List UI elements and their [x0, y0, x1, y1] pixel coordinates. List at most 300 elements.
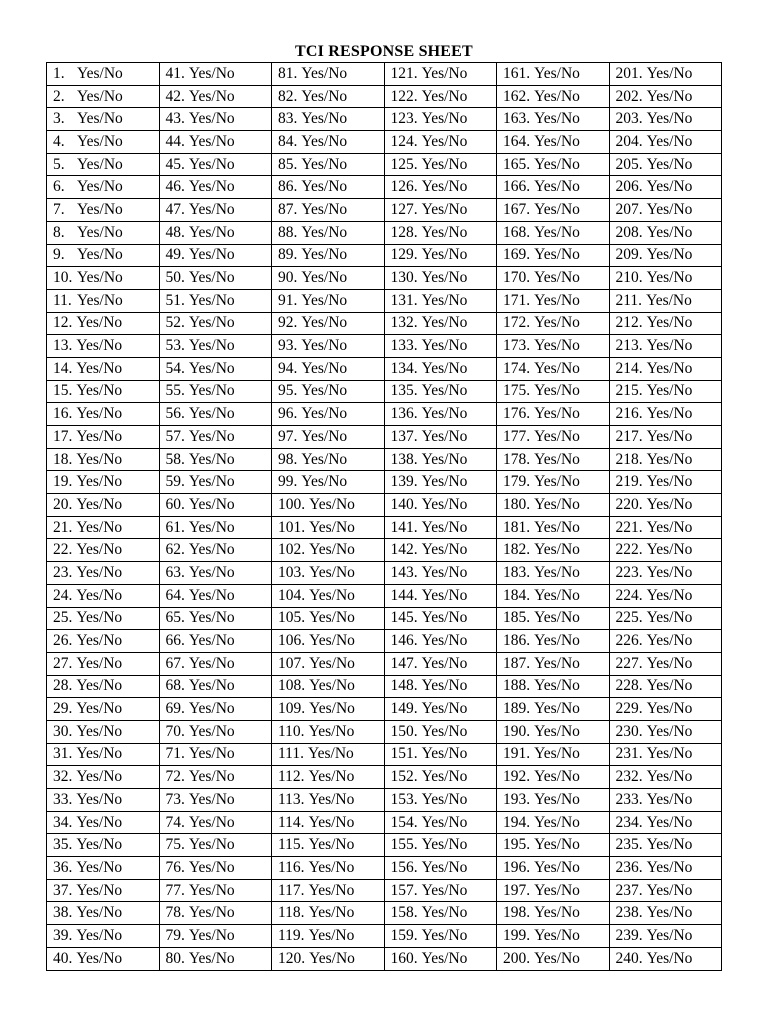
- response-item-88[interactable]: [272, 221, 385, 244]
- answer-option[interactable]: Yes/No: [301, 155, 348, 173]
- answer-option[interactable]: Yes/No: [421, 722, 468, 740]
- response-item-220[interactable]: [609, 494, 722, 517]
- answer-option[interactable]: Yes/No: [301, 337, 348, 355]
- response-item-34[interactable]: [47, 811, 160, 834]
- response-item-153[interactable]: [384, 789, 497, 812]
- response-item-161[interactable]: [497, 63, 610, 86]
- response-item-216[interactable]: [609, 403, 722, 426]
- answer-option[interactable]: Yes/No: [534, 926, 580, 944]
- response-item-77[interactable]: [159, 879, 272, 902]
- answer-option[interactable]: Yes/No: [646, 654, 693, 672]
- response-item-81[interactable]: [272, 63, 385, 86]
- response-item-177[interactable]: [497, 426, 610, 449]
- answer-option[interactable]: Yes/No: [534, 654, 580, 672]
- answer-option[interactable]: Yes/No: [309, 632, 355, 650]
- response-item-160[interactable]: [384, 947, 497, 970]
- response-item-27[interactable]: [47, 652, 160, 675]
- response-item-54[interactable]: [159, 357, 272, 380]
- answer-option[interactable]: Yes/No: [188, 722, 235, 740]
- response-item-56[interactable]: [159, 403, 272, 426]
- response-item-188[interactable]: [497, 675, 610, 698]
- answer-option[interactable]: Yes/No: [301, 200, 348, 218]
- answer-option[interactable]: Yes/No: [77, 64, 123, 82]
- response-item-61[interactable]: [159, 516, 272, 539]
- response-item-130[interactable]: [384, 267, 497, 290]
- response-item-86[interactable]: [272, 176, 385, 199]
- response-item-79[interactable]: [159, 925, 272, 948]
- answer-option[interactable]: Yes/No: [646, 359, 693, 377]
- response-item-155[interactable]: [384, 834, 497, 857]
- response-item-15[interactable]: [47, 380, 160, 403]
- response-item-10[interactable]: [47, 267, 160, 290]
- response-item-50[interactable]: [159, 267, 272, 290]
- response-item-124[interactable]: [384, 131, 497, 154]
- response-item-6[interactable]: [47, 176, 160, 199]
- response-item-226[interactable]: [609, 630, 722, 653]
- response-item-3[interactable]: [47, 108, 160, 131]
- response-item-123[interactable]: [384, 108, 497, 131]
- answer-option[interactable]: Yes/No: [188, 518, 235, 536]
- response-item-120[interactable]: [272, 947, 385, 970]
- response-item-14[interactable]: [47, 357, 160, 380]
- response-item-110[interactable]: [272, 720, 385, 743]
- answer-option[interactable]: Yes/No: [534, 609, 580, 627]
- answer-option[interactable]: Yes/No: [188, 405, 235, 423]
- answer-option[interactable]: Yes/No: [646, 768, 693, 786]
- response-item-189[interactable]: [497, 698, 610, 721]
- response-item-66[interactable]: [159, 630, 272, 653]
- response-item-113[interactable]: [272, 789, 385, 812]
- answer-option[interactable]: Yes/No: [421, 64, 468, 82]
- response-item-198[interactable]: [497, 902, 610, 925]
- response-item-129[interactable]: [384, 244, 497, 267]
- answer-option[interactable]: Yes/No: [76, 904, 123, 922]
- answer-option[interactable]: Yes/No: [534, 473, 580, 491]
- answer-option[interactable]: Yes/No: [421, 337, 468, 355]
- answer-option[interactable]: Yes/No: [309, 700, 355, 718]
- response-item-59[interactable]: [159, 471, 272, 494]
- response-item-210[interactable]: [609, 267, 722, 290]
- response-item-8[interactable]: [47, 221, 160, 244]
- response-item-57[interactable]: [159, 426, 272, 449]
- response-item-65[interactable]: [159, 607, 272, 630]
- response-item-38[interactable]: [47, 902, 160, 925]
- answer-option[interactable]: Yes/No: [188, 904, 235, 922]
- response-item-211[interactable]: [609, 289, 722, 312]
- answer-option[interactable]: Yes/No: [534, 518, 580, 536]
- answer-option[interactable]: Yes/No: [646, 563, 693, 581]
- answer-option[interactable]: Yes/No: [421, 541, 468, 559]
- answer-option[interactable]: Yes/No: [309, 563, 355, 581]
- response-item-29[interactable]: [47, 698, 160, 721]
- answer-option[interactable]: Yes/No: [309, 541, 355, 559]
- answer-option[interactable]: Yes/No: [646, 586, 693, 604]
- response-item-25[interactable]: [47, 607, 160, 630]
- answer-option[interactable]: Yes/No: [309, 654, 355, 672]
- answer-option[interactable]: Yes/No: [646, 609, 693, 627]
- answer-option[interactable]: Yes/No: [421, 677, 468, 695]
- answer-option[interactable]: Yes/No: [646, 836, 693, 854]
- response-item-126[interactable]: [384, 176, 497, 199]
- response-item-205[interactable]: [609, 153, 722, 176]
- response-item-232[interactable]: [609, 766, 722, 789]
- answer-option[interactable]: Yes/No: [646, 677, 693, 695]
- response-item-194[interactable]: [497, 811, 610, 834]
- answer-option[interactable]: Yes/No: [534, 200, 580, 218]
- answer-option[interactable]: Yes/No: [421, 405, 468, 423]
- answer-option[interactable]: Yes/No: [308, 858, 355, 876]
- response-item-40[interactable]: [47, 947, 160, 970]
- response-item-85[interactable]: [272, 153, 385, 176]
- response-item-204[interactable]: [609, 131, 722, 154]
- response-item-228[interactable]: [609, 675, 722, 698]
- answer-option[interactable]: Yes/No: [534, 291, 580, 309]
- answer-option[interactable]: Yes/No: [301, 405, 348, 423]
- answer-option[interactable]: Yes/No: [76, 881, 123, 899]
- response-item-142[interactable]: [384, 539, 497, 562]
- response-item-22[interactable]: [47, 539, 160, 562]
- response-item-150[interactable]: [384, 720, 497, 743]
- answer-option[interactable]: Yes/No: [534, 314, 580, 332]
- response-item-20[interactable]: [47, 494, 160, 517]
- answer-option[interactable]: Yes/No: [421, 178, 468, 196]
- answer-option[interactable]: Yes/No: [301, 87, 348, 105]
- answer-option[interactable]: Yes/No: [534, 722, 580, 740]
- answer-option[interactable]: Yes/No: [534, 813, 580, 831]
- answer-option[interactable]: Yes/No: [421, 790, 468, 808]
- answer-option[interactable]: Yes/No: [301, 291, 348, 309]
- answer-option[interactable]: Yes/No: [421, 609, 468, 627]
- answer-option[interactable]: Yes/No: [301, 473, 348, 491]
- answer-option[interactable]: Yes/No: [301, 269, 348, 287]
- response-item-51[interactable]: [159, 289, 272, 312]
- answer-option[interactable]: Yes/No: [76, 768, 123, 786]
- response-item-187[interactable]: [497, 652, 610, 675]
- response-item-199[interactable]: [497, 925, 610, 948]
- response-item-125[interactable]: [384, 153, 497, 176]
- response-item-73[interactable]: [159, 789, 272, 812]
- response-item-16[interactable]: [47, 403, 160, 426]
- answer-option[interactable]: Yes/No: [188, 291, 235, 309]
- response-item-132[interactable]: [384, 312, 497, 335]
- answer-option[interactable]: Yes/No: [646, 904, 693, 922]
- answer-option[interactable]: Yes/No: [76, 427, 123, 445]
- answer-option[interactable]: Yes/No: [76, 813, 123, 831]
- answer-option[interactable]: Yes/No: [421, 110, 468, 128]
- answer-option[interactable]: Yes/No: [76, 473, 123, 491]
- response-item-48[interactable]: [159, 221, 272, 244]
- response-item-197[interactable]: [497, 879, 610, 902]
- response-item-240[interactable]: [609, 947, 722, 970]
- response-item-64[interactable]: [159, 584, 272, 607]
- answer-option[interactable]: Yes/No: [646, 155, 693, 173]
- response-item-183[interactable]: [497, 562, 610, 585]
- answer-option[interactable]: Yes/No: [421, 450, 468, 468]
- response-item-90[interactable]: [272, 267, 385, 290]
- response-item-93[interactable]: [272, 335, 385, 358]
- response-item-49[interactable]: [159, 244, 272, 267]
- response-item-43[interactable]: [159, 108, 272, 131]
- response-item-33[interactable]: [47, 789, 160, 812]
- response-item-145[interactable]: [384, 607, 497, 630]
- response-item-176[interactable]: [497, 403, 610, 426]
- response-item-149[interactable]: [384, 698, 497, 721]
- response-item-223[interactable]: [609, 562, 722, 585]
- answer-option[interactable]: Yes/No: [76, 563, 123, 581]
- response-item-222[interactable]: [609, 539, 722, 562]
- answer-option[interactable]: Yes/No: [76, 337, 123, 355]
- response-item-227[interactable]: [609, 652, 722, 675]
- answer-option[interactable]: Yes/No: [646, 949, 693, 967]
- response-item-162[interactable]: [497, 85, 610, 108]
- response-item-92[interactable]: [272, 312, 385, 335]
- answer-option[interactable]: Yes/No: [301, 110, 348, 128]
- response-item-97[interactable]: [272, 426, 385, 449]
- response-item-72[interactable]: [159, 766, 272, 789]
- answer-option[interactable]: Yes/No: [76, 790, 123, 808]
- answer-option[interactable]: Yes/No: [309, 949, 355, 967]
- answer-option[interactable]: Yes/No: [188, 450, 235, 468]
- answer-option[interactable]: Yes/No: [421, 518, 468, 536]
- answer-option[interactable]: Yes/No: [188, 223, 235, 241]
- response-item-174[interactable]: [497, 357, 610, 380]
- answer-option[interactable]: Yes/No: [534, 495, 580, 513]
- response-item-17[interactable]: [47, 426, 160, 449]
- response-item-214[interactable]: [609, 357, 722, 380]
- response-item-136[interactable]: [384, 403, 497, 426]
- response-item-185[interactable]: [497, 607, 610, 630]
- answer-option[interactable]: Yes/No: [421, 654, 468, 672]
- answer-option[interactable]: Yes/No: [76, 586, 123, 604]
- answer-option[interactable]: Yes/No: [534, 405, 580, 423]
- answer-option[interactable]: Yes/No: [188, 314, 235, 332]
- response-item-24[interactable]: [47, 584, 160, 607]
- response-item-167[interactable]: [497, 199, 610, 222]
- response-item-171[interactable]: [497, 289, 610, 312]
- answer-option[interactable]: Yes/No: [646, 382, 693, 400]
- response-item-58[interactable]: [159, 448, 272, 471]
- answer-option[interactable]: Yes/No: [77, 246, 123, 264]
- answer-option[interactable]: Yes/No: [534, 155, 580, 173]
- answer-option[interactable]: Yes/No: [188, 132, 235, 150]
- answer-option[interactable]: Yes/No: [534, 700, 580, 718]
- answer-option[interactable]: Yes/No: [301, 132, 348, 150]
- answer-option[interactable]: Yes/No: [646, 427, 693, 445]
- answer-option[interactable]: Yes/No: [308, 768, 355, 786]
- answer-option[interactable]: Yes/No: [534, 382, 580, 400]
- answer-option[interactable]: Yes/No: [534, 337, 580, 355]
- answer-option[interactable]: Yes/No: [646, 246, 693, 264]
- answer-option[interactable]: Yes/No: [76, 677, 123, 695]
- response-item-42[interactable]: [159, 85, 272, 108]
- response-item-233[interactable]: [609, 789, 722, 812]
- response-item-164[interactable]: [497, 131, 610, 154]
- response-item-196[interactable]: [497, 857, 610, 880]
- response-item-84[interactable]: [272, 131, 385, 154]
- answer-option[interactable]: Yes/No: [534, 427, 580, 445]
- response-item-143[interactable]: [384, 562, 497, 585]
- answer-option[interactable]: Yes/No: [646, 178, 693, 196]
- response-item-215[interactable]: [609, 380, 722, 403]
- response-item-37[interactable]: [47, 879, 160, 902]
- response-item-30[interactable]: [47, 720, 160, 743]
- answer-option[interactable]: Yes/No: [188, 359, 235, 377]
- answer-option[interactable]: Yes/No: [534, 450, 580, 468]
- answer-option[interactable]: Yes/No: [534, 563, 580, 581]
- answer-option[interactable]: Yes/No: [646, 87, 693, 105]
- response-item-44[interactable]: [159, 131, 272, 154]
- response-item-82[interactable]: [272, 85, 385, 108]
- response-item-52[interactable]: [159, 312, 272, 335]
- response-item-62[interactable]: [159, 539, 272, 562]
- answer-option[interactable]: Yes/No: [76, 450, 123, 468]
- response-item-4[interactable]: [47, 131, 160, 154]
- response-item-55[interactable]: [159, 380, 272, 403]
- response-item-184[interactable]: [497, 584, 610, 607]
- response-item-63[interactable]: [159, 562, 272, 585]
- response-item-221[interactable]: [609, 516, 722, 539]
- answer-option[interactable]: Yes/No: [301, 178, 348, 196]
- answer-option[interactable]: Yes/No: [646, 745, 693, 763]
- answer-option[interactable]: Yes/No: [77, 223, 123, 241]
- answer-option[interactable]: Yes/No: [421, 155, 468, 173]
- response-item-21[interactable]: [47, 516, 160, 539]
- response-item-141[interactable]: [384, 516, 497, 539]
- response-item-115[interactable]: [272, 834, 385, 857]
- answer-option[interactable]: Yes/No: [77, 110, 123, 128]
- answer-option[interactable]: Yes/No: [188, 495, 235, 513]
- response-item-225[interactable]: [609, 607, 722, 630]
- response-item-104[interactable]: [272, 584, 385, 607]
- response-item-165[interactable]: [497, 153, 610, 176]
- response-item-138[interactable]: [384, 448, 497, 471]
- answer-option[interactable]: Yes/No: [77, 291, 123, 309]
- response-item-11[interactable]: [47, 289, 160, 312]
- response-item-100[interactable]: [272, 494, 385, 517]
- answer-option[interactable]: Yes/No: [188, 677, 235, 695]
- answer-option[interactable]: Yes/No: [421, 881, 468, 899]
- answer-option[interactable]: Yes/No: [188, 586, 235, 604]
- answer-option[interactable]: Yes/No: [646, 518, 693, 536]
- answer-option[interactable]: Yes/No: [309, 609, 355, 627]
- answer-option[interactable]: Yes/No: [421, 586, 468, 604]
- response-item-91[interactable]: [272, 289, 385, 312]
- response-item-175[interactable]: [497, 380, 610, 403]
- response-item-229[interactable]: [609, 698, 722, 721]
- response-item-181[interactable]: [497, 516, 610, 539]
- answer-option[interactable]: Yes/No: [534, 223, 580, 241]
- answer-option[interactable]: Yes/No: [301, 359, 348, 377]
- response-item-5[interactable]: [47, 153, 160, 176]
- response-item-121[interactable]: [384, 63, 497, 86]
- answer-option[interactable]: Yes/No: [188, 178, 235, 196]
- response-item-68[interactable]: [159, 675, 272, 698]
- answer-option[interactable]: Yes/No: [77, 155, 123, 173]
- response-item-116[interactable]: [272, 857, 385, 880]
- answer-option[interactable]: Yes/No: [421, 359, 468, 377]
- answer-option[interactable]: Yes/No: [76, 700, 123, 718]
- answer-option[interactable]: Yes/No: [307, 745, 354, 763]
- response-item-139[interactable]: [384, 471, 497, 494]
- response-item-32[interactable]: [47, 766, 160, 789]
- response-item-89[interactable]: [272, 244, 385, 267]
- answer-option[interactable]: Yes/No: [188, 541, 235, 559]
- answer-option[interactable]: Yes/No: [76, 405, 123, 423]
- answer-option[interactable]: Yes/No: [421, 427, 468, 445]
- answer-option[interactable]: Yes/No: [421, 132, 468, 150]
- response-item-67[interactable]: [159, 652, 272, 675]
- response-item-186[interactable]: [497, 630, 610, 653]
- answer-option[interactable]: Yes/No: [309, 586, 355, 604]
- response-item-47[interactable]: [159, 199, 272, 222]
- answer-option[interactable]: Yes/No: [308, 904, 355, 922]
- answer-option[interactable]: Yes/No: [188, 790, 235, 808]
- response-item-18[interactable]: [47, 448, 160, 471]
- response-item-234[interactable]: [609, 811, 722, 834]
- response-item-7[interactable]: [47, 199, 160, 222]
- response-item-178[interactable]: [497, 448, 610, 471]
- response-item-119[interactable]: [272, 925, 385, 948]
- answer-option[interactable]: Yes/No: [188, 64, 235, 82]
- answer-option[interactable]: Yes/No: [309, 677, 355, 695]
- answer-option[interactable]: Yes/No: [421, 473, 468, 491]
- response-item-169[interactable]: [497, 244, 610, 267]
- answer-option[interactable]: Yes/No: [646, 881, 693, 899]
- answer-option[interactable]: Yes/No: [309, 495, 355, 513]
- response-item-134[interactable]: [384, 357, 497, 380]
- answer-option[interactable]: Yes/No: [646, 722, 693, 740]
- answer-option[interactable]: Yes/No: [188, 427, 235, 445]
- response-item-208[interactable]: [609, 221, 722, 244]
- answer-option[interactable]: Yes/No: [421, 223, 468, 241]
- answer-option[interactable]: Yes/No: [421, 926, 468, 944]
- answer-option[interactable]: Yes/No: [646, 132, 693, 150]
- response-item-114[interactable]: [272, 811, 385, 834]
- response-item-212[interactable]: [609, 312, 722, 335]
- answer-option[interactable]: Yes/No: [421, 836, 468, 854]
- response-item-117[interactable]: [272, 879, 385, 902]
- answer-option[interactable]: Yes/No: [76, 632, 123, 650]
- response-item-173[interactable]: [497, 335, 610, 358]
- response-item-238[interactable]: [609, 902, 722, 925]
- response-item-180[interactable]: [497, 494, 610, 517]
- answer-option[interactable]: Yes/No: [301, 246, 348, 264]
- response-item-224[interactable]: [609, 584, 722, 607]
- response-item-41[interactable]: [159, 63, 272, 86]
- answer-option[interactable]: Yes/No: [646, 200, 693, 218]
- answer-option[interactable]: Yes/No: [534, 87, 580, 105]
- answer-option[interactable]: Yes/No: [646, 541, 693, 559]
- response-item-1[interactable]: [47, 63, 160, 86]
- answer-option[interactable]: Yes/No: [301, 64, 348, 82]
- response-item-195[interactable]: [497, 834, 610, 857]
- response-item-157[interactable]: [384, 879, 497, 902]
- response-item-46[interactable]: [159, 176, 272, 199]
- answer-option[interactable]: Yes/No: [76, 541, 123, 559]
- answer-option[interactable]: Yes/No: [646, 926, 693, 944]
- response-item-19[interactable]: [47, 471, 160, 494]
- answer-option[interactable]: Yes/No: [77, 87, 123, 105]
- response-item-209[interactable]: [609, 244, 722, 267]
- answer-option[interactable]: Yes/No: [421, 949, 468, 967]
- answer-option[interactable]: Yes/No: [188, 246, 235, 264]
- response-item-26[interactable]: [47, 630, 160, 653]
- answer-option[interactable]: Yes/No: [188, 881, 235, 899]
- answer-option[interactable]: Yes/No: [646, 291, 692, 309]
- response-item-152[interactable]: [384, 766, 497, 789]
- response-item-127[interactable]: [384, 199, 497, 222]
- answer-option[interactable]: Yes/No: [301, 427, 348, 445]
